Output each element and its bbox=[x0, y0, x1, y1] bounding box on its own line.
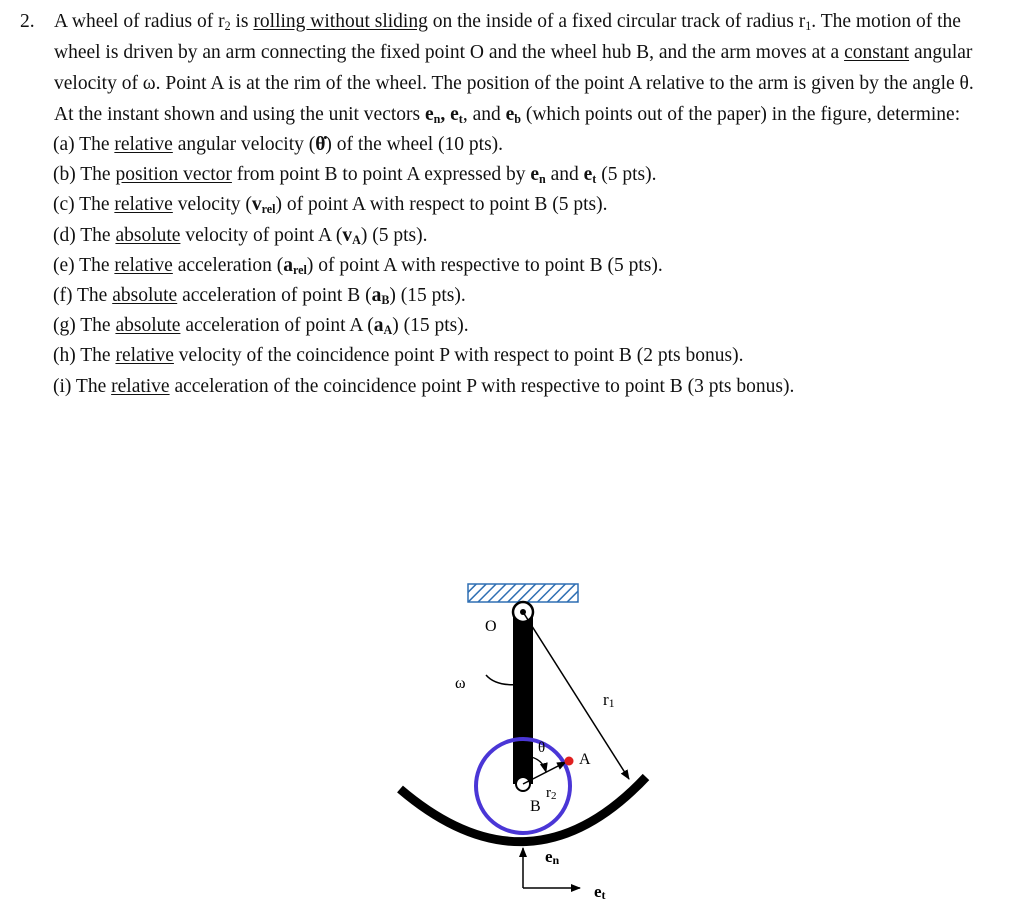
question-item-e: (e) The relative acceleration $(a_{rel})$ of point A with respective to point B (5 pts). bbox=[53, 254, 663, 277]
r1-symbol: $r_1$ bbox=[798, 11, 812, 33]
driving-arm bbox=[513, 612, 533, 784]
question-item-f: (f) The absolute acceleration of point B $(a_B)$ (15 pts). bbox=[53, 285, 466, 308]
r2-symbol: $r_2$ bbox=[218, 11, 231, 33]
label-theta: θ bbox=[538, 740, 546, 756]
problem-number: 2. bbox=[20, 11, 35, 32]
question-item-d: (d) The absolute velocity of point A $(v_A)$ (5 pts). bbox=[53, 224, 428, 247]
fixed-support-hatch bbox=[468, 584, 578, 602]
question-item-a: (a) The relative angular velocity (θ̇) of the wheel (10 pts). bbox=[53, 134, 504, 155]
question-item-i: (i) The relative acceleration of the coincidence point P with respective to point B (3 pts bonus). bbox=[53, 375, 795, 397]
theta-arc bbox=[531, 757, 546, 772]
label-et: et bbox=[594, 882, 606, 902]
question-item-c: (c) The relative velocity $(v_{rel})$ of point A with respect to point B (5 pts). bbox=[53, 194, 608, 217]
label-omega: ω bbox=[455, 675, 466, 692]
problem-stem-text: A wheel of radius of $r_2$ is rolling without sliding on the inside of a fixed circular track of radius $r_1$. The motion of the wheel is driven by an arm connecting the fixed point O and the wheel hub B, and the arm moves at a constant angular velocity of ω. Point A is at the rim of the wheel. The position of the point A relative to the arm is given by the angle θ. At the instant shown and using the unit vectors $e_n$, $e_t$, and $e_b$ (which points out of the paper) in the figure, determine: bbox=[54, 11, 974, 126]
question-item-g: (g) The absolute acceleration of point A $(a_A)$ (15 pts). bbox=[53, 315, 469, 338]
label-B: B bbox=[530, 798, 541, 815]
label-r2: r2 bbox=[546, 785, 557, 802]
label-r1: r1 bbox=[603, 690, 615, 710]
eb-vector: $e_b$ bbox=[505, 104, 521, 126]
constant-word: constant bbox=[844, 42, 910, 63]
question-item-h: (h) The relative velocity of the coincidence point P with respect to point B (2 pts bonus). bbox=[53, 345, 744, 367]
label-en: en bbox=[545, 847, 560, 867]
label-O: O bbox=[485, 618, 497, 635]
et-vector: $e_t$ bbox=[450, 104, 463, 126]
rolling-without-sliding: rolling without sliding bbox=[253, 11, 428, 32]
question-item-b: (b) The position vector from point B to point A expressed by $e_n$ and $e_t$ (5 pts). bbox=[53, 164, 657, 187]
point-A bbox=[565, 757, 574, 766]
label-A: A bbox=[579, 751, 591, 768]
en-vector: $e_n$ bbox=[425, 104, 441, 126]
